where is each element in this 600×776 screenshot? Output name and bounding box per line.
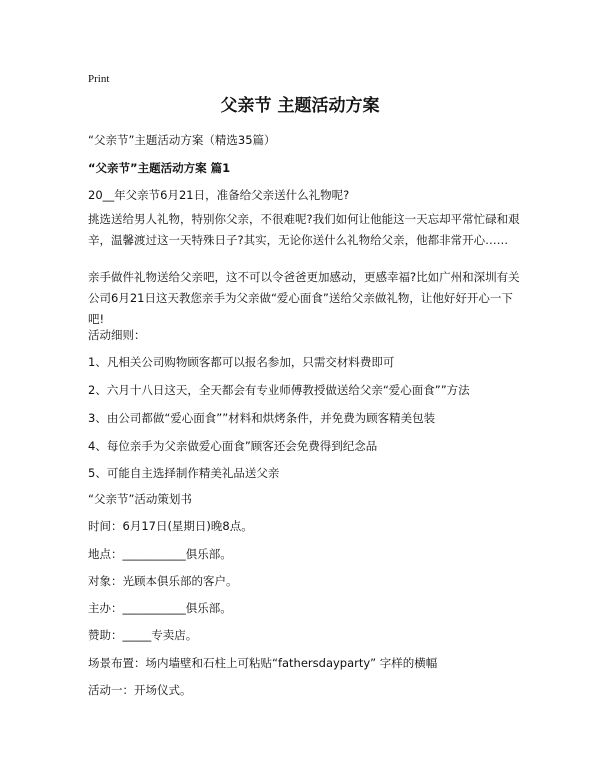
document-subtitle: “父亲节”主题活动方案（精选35篇） <box>88 133 276 147</box>
list-item: 5、可能自主选择制作精美礼品送父亲 <box>88 466 280 480</box>
host-line: 主办：___________俱乐部。 <box>88 601 232 615</box>
print-label[interactable]: Print <box>88 73 110 85</box>
document-title: 父亲节 主题活动方案 <box>220 96 380 116</box>
activity-1-line: 活动一：开场仪式。 <box>88 683 192 697</box>
list-item: 4、每位亲手为父亲做爱心面食”顾客还会免费得到纪念品 <box>88 439 378 453</box>
sponsor-line: 赞助：_____专卖店。 <box>88 628 198 642</box>
scene-line: 场景布置：场内墙壁和石柱上可粘贴“fathersdayparty” 字样的横幅 <box>88 656 438 670</box>
list-item: 1、凡相关公司购物顾客都可以报名参加，只需交材料费即可 <box>88 355 395 369</box>
plan-heading: “父亲节”活动策划书 <box>88 492 192 506</box>
paragraph-3: 亲手做件礼物送给父亲吧，这不可以令爸爸更加感动，更感幸福?比如广州和深圳有关公司6月21日这天教您亲手为父亲做“爱心面食”送给父亲做礼物，让他好好开心一下吧! <box>88 270 520 326</box>
details-heading: 活动细则： <box>88 328 146 342</box>
list-item: 2、六月十八日这天，全天都会有专业师傅教授做送给父亲“爱心面食””方法 <box>88 383 470 397</box>
section-heading: “父亲节”主题活动方案 篇1 <box>88 161 231 175</box>
paragraph-1: 20__年父亲节6月21日，准备给父亲送什么礼物呢? <box>88 188 350 202</box>
place-line: 地点：___________俱乐部。 <box>88 547 232 561</box>
paragraph-2: 挑选送给男人礼物，特别你父亲，不很难呢?我们如何让他能这一天忘却平常忙碌和艰辛，温馨渡过这一天特殊日子?其实，无论你送什么礼物给父亲，他都非常开心…… <box>88 212 520 247</box>
audience-line: 对象：光顾本俱乐部的客户。 <box>88 574 238 588</box>
time-line: 时间：6月17日(星期日)晚8点。 <box>88 519 253 533</box>
list-item: 3、由公司都做“爱心面食””材料和烘烤条件，并免费为顾客精美包装 <box>88 411 436 425</box>
